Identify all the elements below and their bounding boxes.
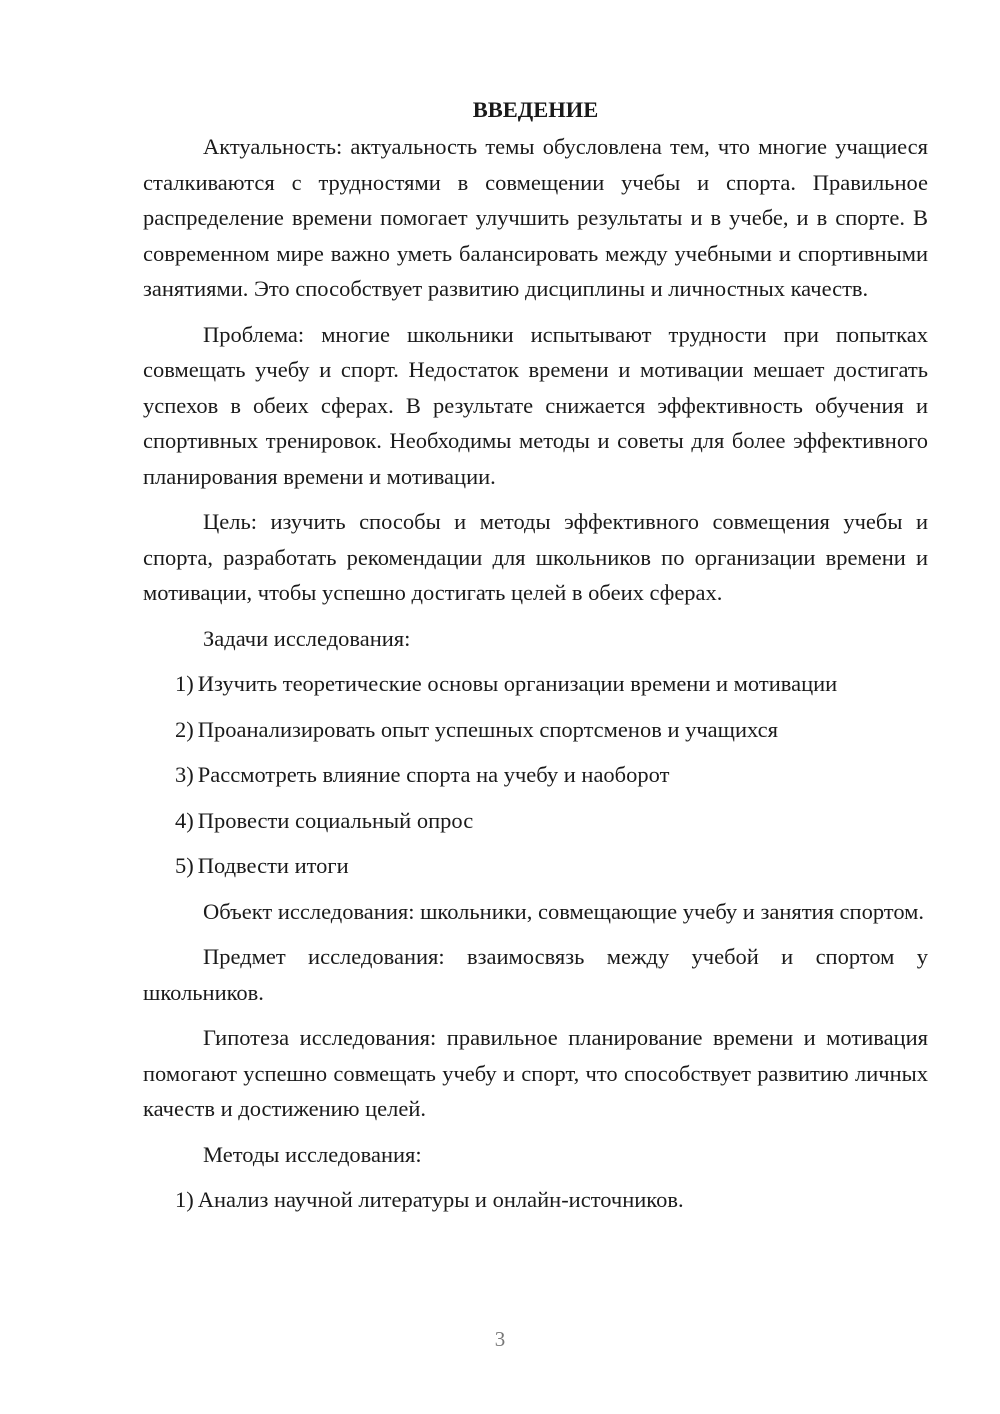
task-text: Рассмотреть влияние спорта на учебу и наоборот: [197, 762, 670, 787]
page-content: [143, 92, 928, 1228]
task-item: [143, 803, 928, 839]
problem-paragraph: Проблема: многие школьники испытывают трудности при попытках совмещать учебу и спорт. Недостаток времени и мотивации мешает достигать успехов в обеих сферах. В результате снижается эффективность обучения и спортивных тренировок. Необходимы методы и советы для более эффективного планирования времени и мотивации.: [143, 321, 928, 489]
task-number: 2): [175, 716, 194, 742]
task-number: 5): [175, 853, 194, 878]
page-number: 3: [494, 1327, 506, 1351]
relevance-paragraph: Актуальность: актуальность темы обусловлена тем, что многие учащиеся сталкиваются с трудностями в совмещении учебы и спорта. Правильное распределение времени помогает улучшить результаты и в учебе, и в спорте. В современном мире важно уметь балансировать между учебными и спортивными занятиями. Это способствует развитию дисциплины и личностных качеств.: [143, 134, 928, 301]
tasks-list: [143, 666, 928, 884]
method-text: Анализ научной литературы и онлайн-источников.: [197, 1187, 684, 1212]
task-number: 1): [175, 671, 194, 696]
tasks-label: Задачи исследования:: [203, 625, 411, 651]
task-number: 4): [175, 807, 194, 833]
task-text: Проанализировать опыт успешных спортсменов и учащихся: [197, 716, 778, 742]
task-text: Провести социальный опрос: [197, 807, 474, 833]
task-item: [143, 666, 928, 702]
methods-label: Методы исследования:: [203, 1141, 422, 1167]
method-number: 1): [175, 1187, 194, 1212]
methods-list: [143, 1182, 928, 1218]
object-paragraph: Объект исследования: школьники, совмещающие учебу и занятия спортом.: [203, 898, 925, 924]
hypothesis-paragraph: Гипотеза исследования: правильное планирование времени и мотивация помогают успешно совмещать учебу и спорт, что способствует развитию личных качеств и достижению целей.: [143, 1025, 928, 1121]
task-item: [143, 757, 928, 793]
section-heading: ВВЕДЕНИЕ: [472, 97, 599, 122]
task-text: Подвести итоги: [197, 853, 349, 878]
task-item: [143, 848, 928, 884]
goal-paragraph: Цель: изучить способы и методы эффективного совмещения учебы и спорта, разработать рекомендации для школьников по организации времени и мотивации, чтобы успешно достигать целей в обеих сферах.: [143, 509, 928, 605]
task-number: 3): [175, 762, 194, 787]
task-text: Изучить теоретические основы организации времени и мотивации: [197, 671, 838, 696]
subject-paragraph: Предмет исследования: взаимосвязь между учебой и спортом у школьников.: [143, 944, 928, 1005]
method-item: [143, 1182, 928, 1218]
task-item: [143, 712, 928, 748]
